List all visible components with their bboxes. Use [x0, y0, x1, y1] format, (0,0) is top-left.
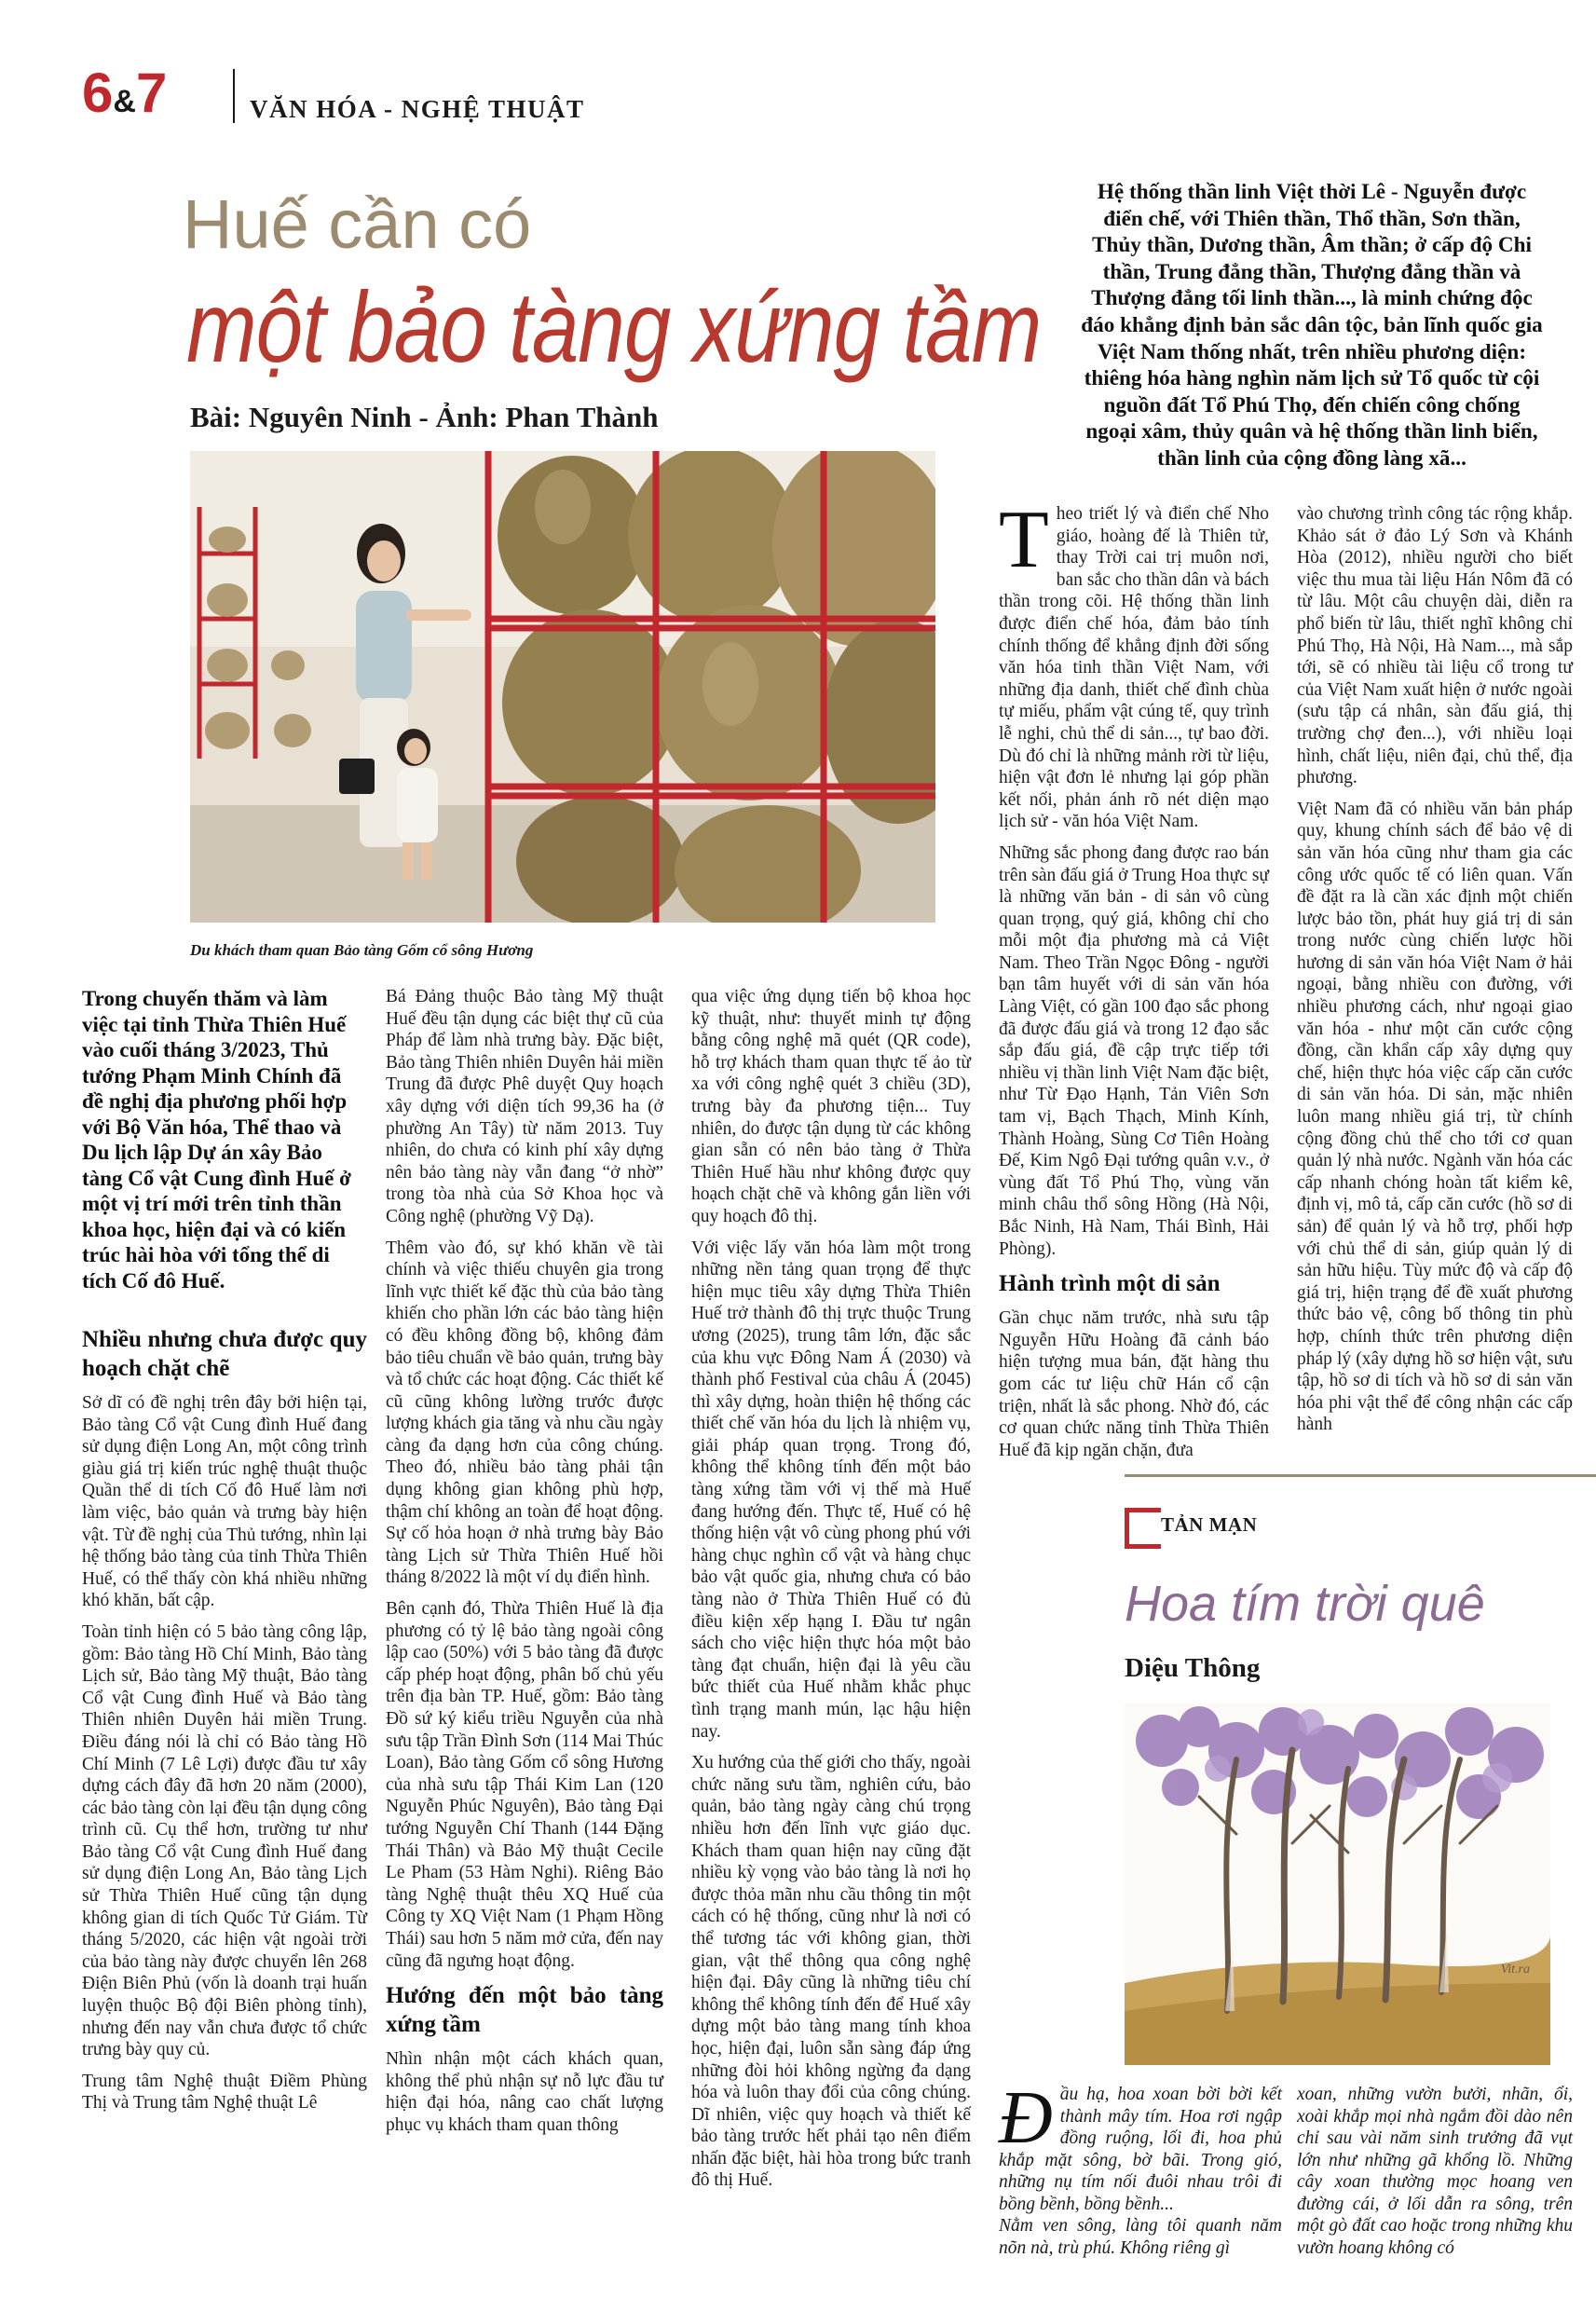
- tanman-label: TẢN MẠN: [1161, 1513, 1258, 1536]
- tanman-column-1: [999, 2077, 1282, 2259]
- article2-paragraph: vào chương trình công tác rộng khắp. Khảo sát ở đảo Lý Sơn và Khánh Hòa (2012), nhiều người cho biết việc thu mua tài liệu Hán Nôm đã có từ lâu. Một câu chuyện dài, diễn ra phổ biến từ lâu, thiết nghĩ không chỉ Phú Thọ, Hà Nội, Hà Nam..., mà sắp tới, sẽ có nhiều tài liệu cổ trong tư của Việt Nam xuất hiện ở nước ngoài (sưu tập cá nhân, sàn đấu giá, thị trường chợ đen...), với nhiều loại hình, chất liệu, niên đại, chủ thể, địa phương.: [1297, 504, 1573, 788]
- article-byline: Bài: Nguyên Ninh - Ảnh: Phan Thành: [190, 401, 659, 433]
- article2-paragraph: Những sắc phong đang được rao bán trên sàn đấu giá ở Trung Hoa thực sự là những văn bản - di sản vô cùng quan trọng, quý giá, không chỉ cho mỗi một địa phương mà cả Việt Nam. Theo Trần Ngọc Đông - người bạn tâm huyết với di sản văn hóa Làng Việt, có gần 100 đạo sắc phong đã được đấu giá và trong 12 đạo sắc sắp đấu giá, đề cập trực tiếp tới nhiều vị thần linh Việt Nam đặc biệt, như Từ Đạo Hạnh, Tản Viên Sơn tam vị, Bạch Thạch, Minh Kính, Thành Hoàng, Sùng Cơ Tiên Hoàng Đế, Kim Ngô Đại tướng quân v.v., ở vùng đất Tổ Phú Thọ, vùng văn minh châu thổ sông Hồng (Hà Nội, Bắc Ninh, Hà Nam, Thái Bình, Hải Phòng).: [999, 842, 1269, 1259]
- article-paragraph: Bên cạnh đó, Thừa Thiên Huế là địa phương có tỷ lệ bảo tàng ngoài công lập cao (50%) với 5 bảo tàng đã được cấp phép hoạt động, phân bố chủ yếu trên địa bàn TP. Huế, gồm: Bảo tàng Đồ sứ ký kiểu triều Nguyễn của nhà sưu tập Trần Đình Sơn (114 Mai Thúc Loan), Bảo tàng Gốm cổ sông Hương của nhà sưu tập Thái Kim Lan (120 Nguyễn Phúc Nguyên), Bảo tàng Đại tướng Nguyễn Chí Thanh (144 Đặng Thái Thân) và Bảo Mỹ thuật Cecile Le Pham (53 Hàm Nghi). Riêng Bảo tàng Nghệ thuật thêu XQ Huế của Công ty XQ Việt Nam (1 Phạm Hồng Thái) sau hơn 5 năm mở cửa, đến nay cũng đã ngưng hoạt động.: [386, 1599, 663, 1971]
- article-paragraph: Trung tâm Nghệ thuật Điềm Phùng Thị và Trung tâm Nghệ thuật Lê: [82, 2071, 367, 2114]
- article-paragraph: Sở dĩ có đề nghị trên đây bởi hiện tại, Bảo tàng Cổ vật Cung đình Huế đang sử dụng điện Long An, một công trình giàu giá trị kiến trúc nghệ thuật thuộc Quần thể di tích Cố đô Huế làm nơi làm việc, bảo quản và trưng bày hiện vật. Từ đề nghị của Thủ tướng, nhìn lại hệ thống bảo tàng của tỉnh Thừa Thiên Huế, có thể thấy còn khá nhiều những khó khăn, bất cập.: [82, 1393, 367, 1611]
- article2-column-2: [1297, 503, 1573, 1445]
- illustration-signature: Vit.ra: [1500, 1963, 1530, 1977]
- article-paragraph: qua việc ứng dụng tiến bộ khoa học kỹ thuật, như: thuyết minh tự động bằng công nghệ mã quét (QR code), hỗ trợ khách tham quan thực tế ảo từ xa với công nghệ quét 3 chiều (3D), trưng bày đa phương tiện... Tuy nhiên, do được tận dụng từ các không gian sẵn có nên bảo tàng ở Thừa Thiên Huế hầu như không được quy hoạch chặt chẽ và không gắn liền với quy hoạch đô thị.: [691, 987, 971, 1226]
- tanman-author: Diệu Thông: [1125, 1653, 1261, 1683]
- museum-photo-illustration: [190, 451, 935, 923]
- article-column-2: [386, 986, 663, 2146]
- article2-paragraph: Việt Nam đã có nhiều văn bản pháp quy, khung chính sách để bảo vệ di sản văn hóa cũng như tham gia các công ước quốc tế có liên quan. Vấn đề đặt ra là cần xác định một chiến lược bảo tồn, phát huy giá trị di sản trong nước cùng chiến lược hồi hương di sản văn hóa Việt Nam ở hải ngoại, bằng nhiều con đường, với nhiều phương cách, như ngoại giao văn hóa - như một căn cước cộng đồng, cần khẩn cấp xây dựng quy chế, hiện thực hóa việc cấp căn cước di sản văn hóa. Di sản, mặc nhiên luôn mang nhiều giá trị, từ chính cộng đồng chủ thể cho tới cơ quan quản lý nhà nước. Ngành văn hóa các cấp nhanh chóng hoàn tất kiểm kê, định vị, mô tả, cấp căn cước (hồ sơ di sản) để quản lý và hỗ trợ, phối hợp với chủ thể di sản, giúp quản lý di sản hữu hiệu. Tùy mức độ và cấp độ giá trị, hiện trạng để đề xuất phương thức bảo vệ, công bố thông tin phù hợp, chính thức trên phương diện pháp lý (xây dựng hồ sơ hiện vật, sưu tập, hồ sơ di tích và hồ sơ di sản văn hóa phi vật thể để công nhận các cấp hành: [1297, 799, 1573, 1435]
- tanman-title: Hoa tím trời quê: [1125, 1576, 1485, 1632]
- dropcap-letter: T: [999, 495, 1049, 585]
- tanman-paragraph: xoan, những vườn bưởi, nhãn, ổi, xoài khắp mọi nhà ngắm đồi dào nên chỉ sau vài năm sinh trưởng đã vụt lớn như những gã khổng lồ. Những cây xoan thường mọc hoang ven đường cái, ở lối dẫn ra sông, trên một gò đất cao hoặc trong những khu vườn hoang không có: [1297, 2085, 1573, 2258]
- tanman-dropcap: Đ: [999, 2077, 1053, 2159]
- purple-flower-trees-illustration: [1125, 1703, 1550, 2065]
- article-title-line1: Huế cần có: [183, 185, 532, 263]
- article2-paragraph: Gần chục năm trước, nhà sưu tập Nguyễn Hữu Hoàng đã cảnh báo hiện tượng mua bán, đặt hàng thu gom các tư liệu chữ Hán cổ cận triện, nhất là sắc phong. Nhờ đó, các cơ quan chức năng tỉnh Thừa Thiên Huế đã kịp ngăn chặn, đưa: [999, 1308, 1269, 1460]
- article-intro: Trong chuyến thăm và làm việc tại tỉnh Thừa Thiên Huế vào cuối tháng 3/2023, Thủ tướng Phạm Minh Chính đã đề nghị địa phương phối hợp với Bộ Văn hóa, Thể thao và Du lịch lập Dự án xây Bảo tàng Cổ vật Cung đình Huế ở một vị trí mới trên tỉnh thần khoa học, hiện đại và có kiến trúc hài hòa với tổng thể di tích Cố đô Huế.: [82, 987, 351, 1293]
- subhead-quy-hoach: Nhiều nhưng chưa được quy hoạch chặt chẽ: [82, 1327, 367, 1381]
- page-number-right: 7: [135, 62, 168, 124]
- article-paragraph: Xu hướng của thế giới cho thấy, ngoài chức năng sưu tầm, nghiên cứu, bảo quản, bảo tàng ngày càng chú trọng nhiều hơn đến lĩnh vực giáo dục. Khách tham quan hiện nay cũng đặt nhiều kỳ vọng vào bảo tàng là nơi họ được thỏa mãn nhu cầu thông tin một cách có hệ thống, cũng như là nơi có thể tương tác với không gian, thời gian, vật thể thông qua công nghệ hiện đại. Đây cũng là những tiêu chí không thể không tính đến để Huế xây dựng một bảo tàng mang tính khoa học, hiện đại, luôn sẵn sàng đáp ứng những đòi hỏi không ngừng đa dạng hóa và luôn thay đổi của công chúng. Dĩ nhiên, việc quy hoạch và thiết kế bảo tàng trước hết phải tạo nên điểm nhấn đặc biệt, hài hòa trong bức tranh đô thị Huế.: [691, 1753, 971, 2191]
- article-paragraph: Với việc lấy văn hóa làm một trong những nền tảng quan trọng để thực hiện mục tiêu xây dựng Thừa Thiên Huế trở thành đô thị trực thuộc Trung ương (2025), trung tâm lớn, đặc sắc của khu vực Đông Nam Á (2030) và thành phố Festival của châu Á (2045) thì xây dựng, hoàn thiện hệ thống các thiết chế văn hóa du lịch là nhiệm vụ, giải pháp quan trọng. Trong đó, không thể không tính đến một bảo tàng xứng tầm với vị thế mà Huế đang hướng đến. Thực tế, Huế có hệ thống hiện vật vô cùng phong phú với hàng chục nghìn cổ vật và hàng chục bảo vật quốc gia, nhưng chưa có bảo tàng nào ở Thừa Thiên Huế có đủ điều kiện xếp hạng I. Đầu tư ngân sách cho việc hiện thực hóa một bảo tàng đạt chuẩn, hiện đại là yêu cầu bức thiết của Huế nhằm khắc phục tình trạng manh mún, lạc hậu hiện nay.: [691, 1238, 971, 1742]
- subhead-huong-den: Hướng đến một bảo tàng xứng tầm: [386, 1983, 663, 2038]
- article-paragraph: Thêm vào đó, sự khó khăn về tài chính và việc thiếu chuyên gia trong lĩnh vực thiết kế đặc thù của bảo tàng khiến cho phần lớn các bảo tàng hiện có đều không đồng bộ, không đảm bảo tiêu chuẩn về bảo quản, trưng bày và tổ chức các hoạt động. Các thiết kế cũ cũng không lường trước được lượng khách gia tăng và nhu cầu ngày càng đa dạng hơn của công chúng. Theo đó, nhiều bảo tàng phải tận dụng không gian không phù hợp, thậm chí không an toàn để hoạt động. Sự cố hỏa hoạn ở nhà trưng bày Bảo tàng Lịch sử Thừa Thiên Huế hồi tháng 8/2022 là một ví dụ điển hình.: [386, 1238, 663, 1588]
- section-name: VĂN HÓA - NGHỆ THUẬT: [250, 95, 585, 123]
- page-number-left: 6: [82, 62, 114, 124]
- article-column-1: [82, 986, 367, 2124]
- article2-paragraph: heo triết lý và điển chế Nho giáo, hoàng đế là Thiên tử, thay Trời cai trị muôn nơi, ban sắc cho thần dân và bách thần trong cõi. Hệ thống thần linh được điển chế hóa, đảm bảo tính chính thống để khẳng định đời sống văn hóa tinh thần Việt Nam, với những địa danh, thiết chế đình chùa tự miếu, phẩm vật cúng tế, quy trình lễ nghi, chủ thể di sản..., tự bao đời. Dù đó chỉ là những mảnh rời từ liệu, hiện vật đơn lẻ nhưng lại góp phần kết nối, phản ánh rõ nét diện mạo lịch sử - văn hóa Việt Nam.: [999, 504, 1269, 832]
- tanman-paragraph: ầu hạ, hoa xoan bời bời kết thành mây tím. Hoa rơi ngập đồng ruộng, lối đi, hoa phủ khắp mặt sông, bờ bãi. Trong gió, những nụ tím nối đuôi nhau trôi đi bồng bềnh, bồng bềnh...: [999, 2085, 1282, 2214]
- tanman-column-2: [1297, 2084, 1573, 2259]
- photo-caption: Du khách tham quan Bảo tàng Gốm cổ sông Hương: [190, 941, 534, 959]
- article2-column-1: [999, 495, 1269, 1471]
- page-number-amp: &: [113, 84, 136, 119]
- article-paragraph: Toàn tỉnh hiện có 5 bảo tàng công lập, gồm: Bảo tàng Hồ Chí Minh, Bảo tàng Lịch sử, Bảo tàng Mỹ thuật, Bảo tàng Cổ vật Cung đình Huế và Bảo tàng Thiên nhiên Duyên hải miền Trung. Điều đáng nói là chỉ có Bảo tàng Hồ Chí Minh (7 Lê Lợi) được đầu tư xây dựng cách đây đã hơn 20 năm (2000), các bảo tàng còn lại đều tận dụng công trình cũ. Cụ thể hơn, trường tư như Bảo tàng Cổ vật Cung đình Huế đang sử dụng điện Long An, Bảo tàng Lịch sử Thừa Thiên Huế cũng tận dụng không gian di tích Quốc Tử Giám. Từ tháng 5/2020, các hiện vật ngoài trời của bảo tàng này được chuyển lên 268 Điện Biên Phủ (vốn là doanh trại huấn luyện thuộc Bộ đội Biên phòng tỉnh), nhưng đến nay vẫn chưa được tổ chức trưng bày quy củ.: [82, 1621, 367, 2060]
- tanman-divider: [1125, 1474, 1596, 1477]
- article-title-line2: một bảo tàng xứng tầm: [186, 270, 1042, 383]
- header-divider: [233, 69, 235, 123]
- page-number: [82, 62, 168, 124]
- article-photo: [190, 451, 935, 923]
- article2-lead: Hệ thống thần linh Việt thời Lê - Nguyễn được điển chế, với Thiên thần, Thổ thần, Sơn thần, Thủy thần, Dương thần, Âm thần; ở cấp độ Chi thần, Trung đẳng thần, Thượng đẳng thần và Thượng đẳng tối linh thần..., là minh chứng độc đáo khẳng định bản sắc dân tộc, bản lĩnh quốc gia Việt Nam thống nhất, trên nhiều phương diện: thiêng hóa hàng nghìn năm lịch sử Tổ quốc từ cội nguồn đất Tổ Phú Thọ, đến chiến công chống ngoại xâm, thủy quân và hệ thống thần linh biển, thần linh của cộng đồng làng xã...: [1081, 180, 1543, 471]
- article-column-3: [691, 986, 971, 2201]
- article-paragraph: Nhìn nhận một cách khách quan, không thể phủ nhận sự nỗ lực đầu tư hiện đại hóa, nâng cao chất lượng phục vụ khách tham quan thông: [386, 2049, 663, 2135]
- subhead-hanh-trinh: Hành trình một di sản: [999, 1271, 1221, 1297]
- tanman-paragraph: Nằm ven sông, làng tôi quanh năm nõn nà, trù phú. Không riêng gì: [999, 2216, 1282, 2258]
- tanman-illustration: [1125, 1703, 1550, 2065]
- tanman-bracket-icon: [1125, 1508, 1161, 1549]
- article-paragraph: Bá Đảng thuộc Bảo tàng Mỹ thuật Huế đều tận dụng các biệt thự cũ của Pháp để làm nhà trưng bày. Đặc biệt, Bảo tàng Thiên nhiên Duyên hải miền Trung đã được Phê duyệt Quy hoạch xây dựng với diện tích 99,36 ha (ở phường An Tây) từ năm 2013. Tuy nhiên, do chưa có kinh phí xây dựng nên bảo tàng này vẫn đang “ở nhờ” trong tòa nhà của Sở Khoa học và Công nghệ (phường Vỹ Dạ).: [386, 987, 663, 1226]
